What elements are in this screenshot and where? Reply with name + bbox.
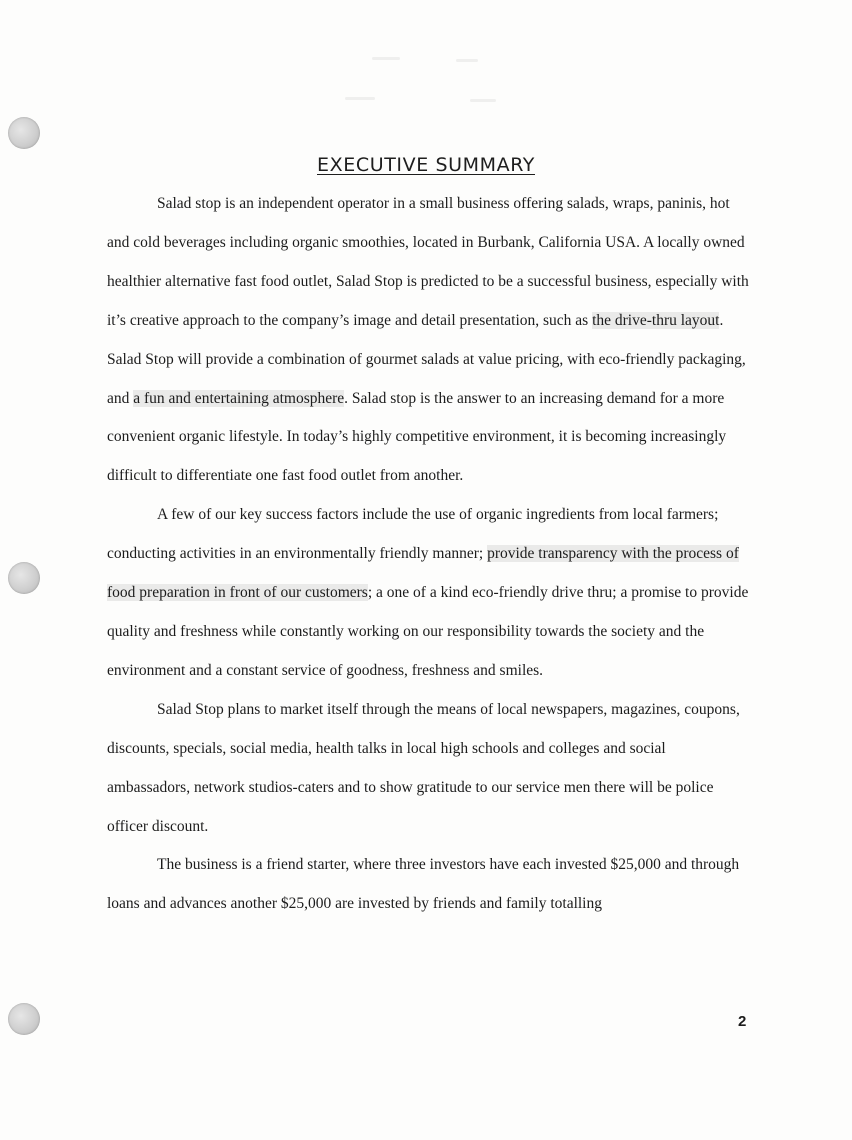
text-run: ; a one of a kind eco-friendly drive thru; a promise to provide quality and freshness while constantly working on our responsibility towards the society and the environment and a constant service of goodness, freshness and smiles. <box>107 584 749 679</box>
page-title-text: EXECUTIVE SUMMARY <box>317 154 535 176</box>
text-run: . Salad Stop will provide a combination of gourmet salads at value pricing, with eco-friendly packaging, and <box>107 311 746 407</box>
body-paragraph <box>107 691 751 847</box>
text-run: Salad Stop plans to market itself through the means of local newspapers, magazines, coupons, discounts, specials, social media, health talks in local high schools and colleges and social ambassadors, network studios-caters and to show gratitude to our service men there will be police officer discount. <box>107 700 740 835</box>
show-through-mark <box>470 99 496 102</box>
show-through-mark <box>456 59 478 62</box>
body-paragraph <box>107 846 751 924</box>
text-run: A few of our key success factors include the use of organic ingredients from local farmers; conducting activities in an environmentally friendly manner; <box>107 506 719 563</box>
document-body <box>107 185 751 924</box>
text-run: Salad stop is an independent operator in a small business offering salads, wraps, paninis, hot and cold beverages including organic smoothies, located in Burbank, California USA. A locally owned healthier alternative fast food outlet, Salad Stop is predicted to be a successful business, especially with it’s creative approach to the company’s image and detail presentation, such as <box>107 195 749 329</box>
body-paragraph <box>107 185 751 496</box>
show-through-mark <box>372 57 400 60</box>
binder-hole-top <box>8 117 40 149</box>
page-number: 2 <box>738 1013 747 1030</box>
page-title <box>0 154 852 176</box>
binder-hole-bottom <box>8 1003 40 1035</box>
body-paragraph <box>107 496 751 691</box>
show-through-mark <box>345 97 375 100</box>
text-run: The business is a friend starter, where three investors have each invested $25,000 and through loans and advances another $25,000 are invested by friends and family totalling <box>107 856 740 913</box>
highlighted-text: provide transparency with the process of food preparation in front of our customers <box>107 545 739 602</box>
text-run: . Salad stop is the answer to an increasing demand for a more convenient organic lifestyle. In today’s highly competitive environment, it is becoming increasingly difficult to differentiate one fast food outlet from another. <box>107 389 727 485</box>
highlighted-text: a fun and entertaining atmosphere <box>133 389 345 407</box>
highlighted-text: the drive-thru layout <box>592 311 720 329</box>
binder-hole-middle <box>8 562 40 594</box>
